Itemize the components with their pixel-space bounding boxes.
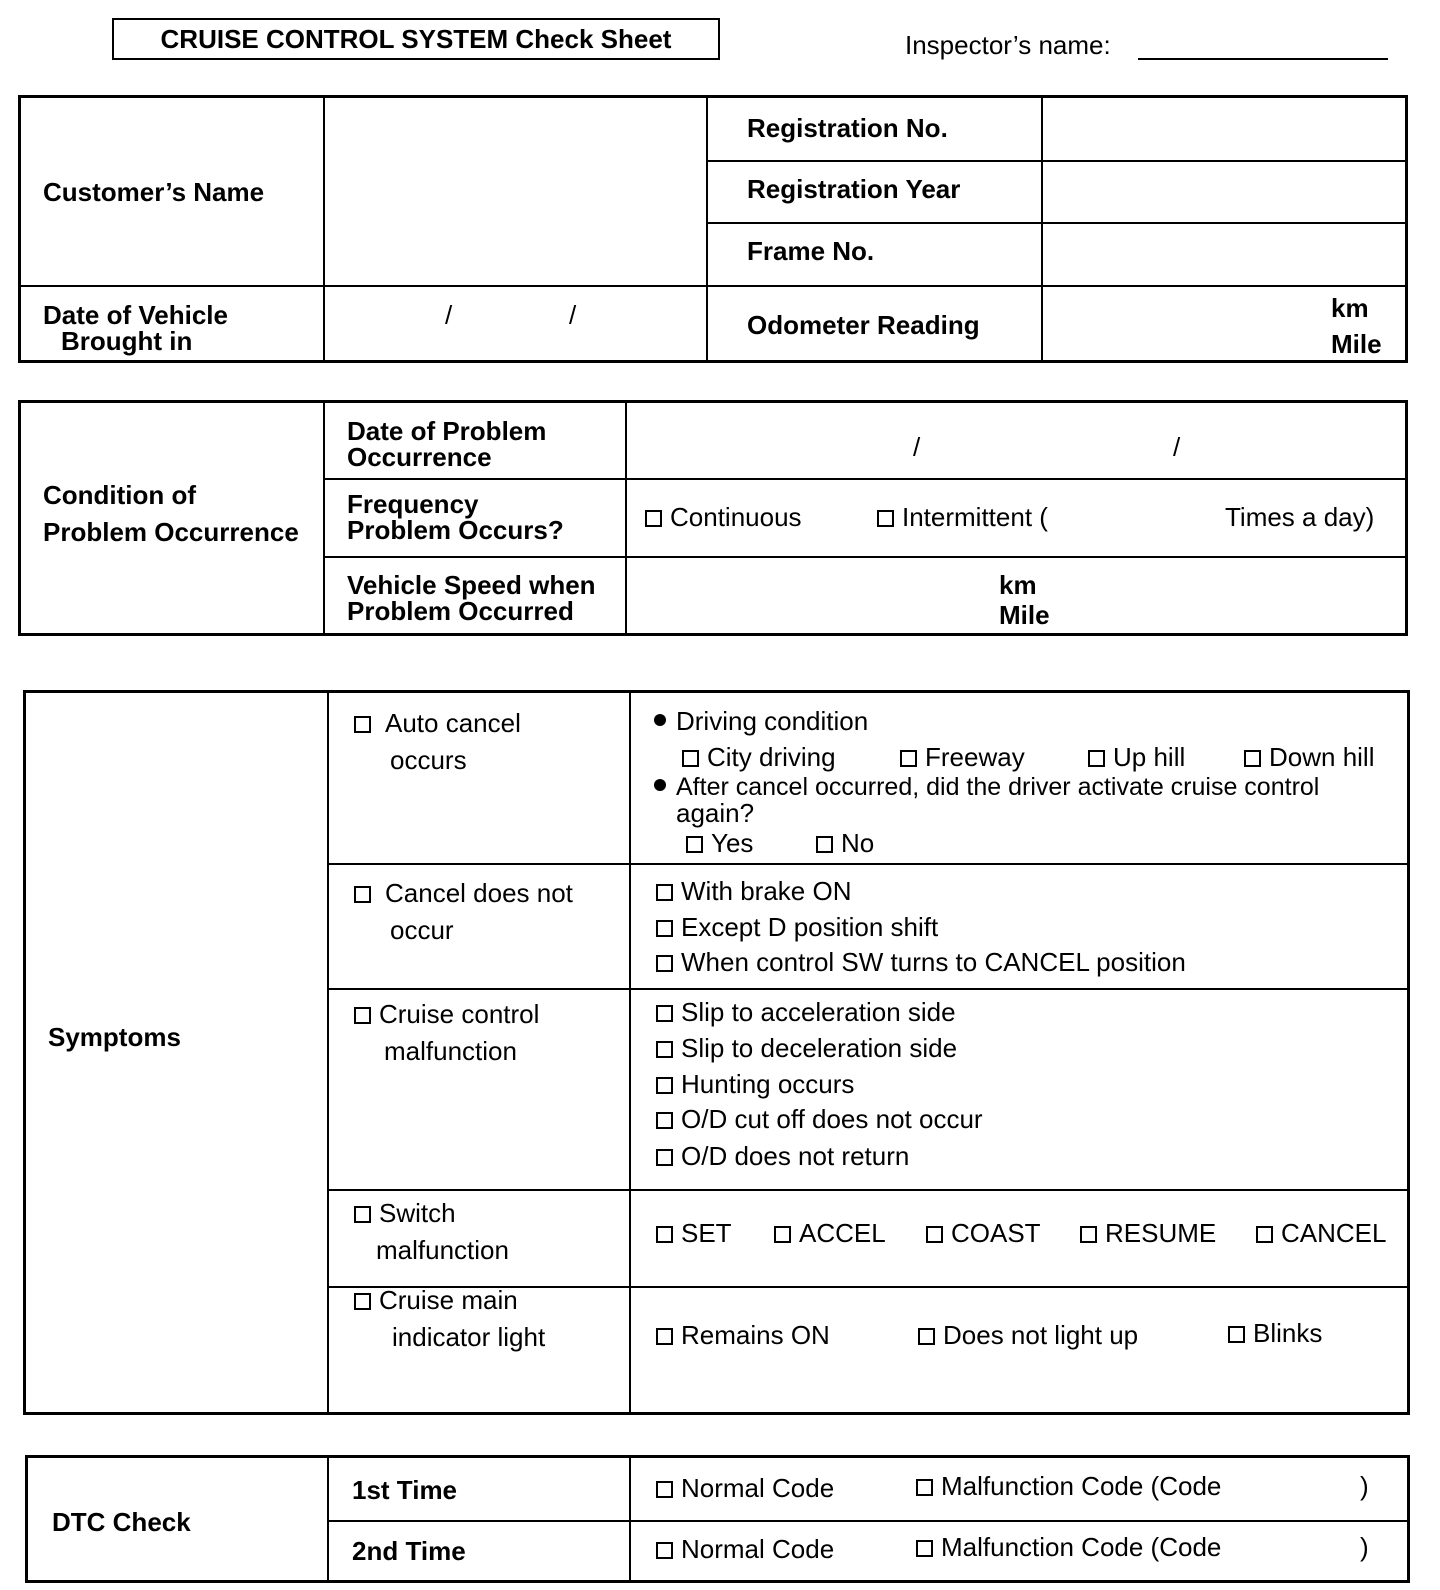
checkbox[interactable] (656, 1149, 673, 1166)
odometer-field[interactable] (1044, 288, 1314, 360)
not-light-up-option[interactable]: Does not light up (918, 1321, 1138, 1349)
first-normal-code-option[interactable]: Normal Code (656, 1474, 834, 1502)
checkbox[interactable] (656, 884, 673, 901)
date-brought-label-line2: Brought in (61, 326, 193, 356)
unit-km: km (1331, 293, 1369, 323)
frequency-label-line1: Frequency (347, 489, 479, 519)
checkbox[interactable] (1088, 750, 1105, 767)
date-problem-label-line2: Occurrence (347, 442, 492, 472)
checkbox[interactable] (354, 1206, 371, 1223)
date-brought-field[interactable] (326, 288, 704, 360)
checkbox[interactable] (656, 1226, 673, 1243)
checkbox[interactable] (774, 1226, 791, 1243)
second-normal-code-option[interactable]: Normal Code (656, 1535, 834, 1563)
dtc-section-label: DTC Check (52, 1507, 191, 1537)
date-problem-field[interactable] (628, 403, 1405, 476)
sw-resume-option[interactable]: RESUME (1080, 1219, 1216, 1247)
switch-malfunction-label-line2: malfunction (376, 1235, 509, 1265)
checkbox[interactable] (354, 1293, 371, 1310)
indicator-light-label-line2: indicator light (392, 1322, 546, 1352)
bullet-icon (654, 779, 666, 791)
cruise-malfunction-label-line2: malfunction (384, 1036, 517, 1066)
speed-label-line1: Vehicle Speed when (347, 570, 596, 600)
bullet-icon (654, 714, 666, 726)
first-code-close-paren: ) (1360, 1471, 1369, 1501)
checkbox[interactable] (656, 1041, 673, 1058)
checkbox[interactable] (916, 1540, 933, 1557)
cancel-not-occur-option[interactable]: Cancel does not (354, 879, 573, 907)
checkbox[interactable] (656, 1328, 673, 1345)
frequency-continuous[interactable]: Continuous (645, 503, 802, 531)
unit-mile: Mile (1331, 329, 1382, 359)
speed-label-line2: Problem Occurred (347, 596, 574, 626)
checkbox[interactable] (877, 510, 894, 527)
cancel-not-occur-label-line2: occur (390, 915, 454, 945)
vehicle-speed-field[interactable] (628, 559, 988, 631)
inspector-label: Inspector’s name: (905, 30, 1111, 60)
registration-no-label: Registration No. (747, 113, 948, 143)
checkbox[interactable] (656, 1112, 673, 1129)
checkbox[interactable] (916, 1479, 933, 1496)
checkbox[interactable] (354, 716, 371, 733)
checkbox[interactable] (656, 1481, 673, 1498)
with-brake-on-option[interactable]: With brake ON (656, 877, 852, 905)
first-malfunction-code-option[interactable]: Malfunction Code (Code (916, 1472, 1221, 1500)
checkbox[interactable] (656, 955, 673, 972)
sw-cancel-option[interactable]: CANCEL (1256, 1219, 1386, 1247)
slip-decel-option[interactable]: Slip to deceleration side (656, 1034, 957, 1062)
checkbox[interactable] (918, 1328, 935, 1345)
blinks-option[interactable]: Blinks (1228, 1319, 1322, 1347)
checkbox[interactable] (1080, 1226, 1097, 1243)
symptoms-section-label: Symptoms (48, 1022, 181, 1052)
frame-no-field[interactable] (1044, 224, 1404, 283)
second-malfunction-code-option[interactable]: Malfunction Code (Code (916, 1533, 1221, 1561)
symptoms-table (23, 690, 1410, 1415)
frequency-intermittent[interactable]: Intermittent ( (877, 503, 1048, 531)
hunting-option[interactable]: Hunting occurs (656, 1070, 854, 1098)
sw-coast-option[interactable]: COAST (926, 1219, 1041, 1247)
frequency-label-line2: Problem Occurs? (347, 515, 564, 545)
checkbox[interactable] (900, 750, 917, 767)
after-cancel-question-line2: again? (676, 798, 755, 828)
date-problem-label-line1: Date of Problem (347, 416, 547, 446)
except-d-option[interactable]: Except D position shift (656, 913, 938, 941)
date-brought-label-line1: Date of Vehicle (43, 300, 228, 330)
registration-year-field[interactable] (1044, 162, 1404, 220)
auto-cancel-label-line2: occurs (390, 745, 467, 775)
remains-on-option[interactable]: Remains ON (656, 1321, 830, 1349)
inspector-name-field[interactable] (1138, 58, 1388, 60)
sw-accel-option[interactable]: ACCEL (774, 1219, 886, 1247)
date-separator: / (1173, 432, 1181, 462)
checkbox[interactable] (1244, 750, 1261, 767)
city-driving-option[interactable]: City driving (682, 743, 836, 771)
od-not-return-option[interactable]: O/D does not return (656, 1142, 909, 1170)
checkbox[interactable] (816, 836, 833, 853)
registration-year-label: Registration Year (747, 174, 961, 204)
checkbox[interactable] (686, 836, 703, 853)
customer-name-label: Customer’s Name (43, 177, 265, 207)
condition-section-label-line2: Problem Occurrence (43, 517, 299, 547)
switch-malfunction-option[interactable]: Switch (354, 1199, 456, 1227)
control-sw-cancel-option[interactable]: When control SW turns to CANCEL position (656, 948, 1186, 976)
checkbox[interactable] (926, 1226, 943, 1243)
yes-option[interactable]: Yes (686, 829, 753, 857)
slip-accel-option[interactable]: Slip to acceleration side (656, 998, 956, 1026)
odometer-label: Odometer Reading (747, 310, 980, 340)
od-cut-off-option[interactable]: O/D cut off does not occur (656, 1105, 983, 1133)
checkbox[interactable] (656, 1077, 673, 1094)
indicator-light-option[interactable]: Cruise main (354, 1286, 518, 1314)
cruise-malfunction-option[interactable]: Cruise control (354, 1000, 539, 1028)
down-hill-option[interactable]: Down hill (1244, 743, 1375, 771)
registration-no-field[interactable] (1044, 98, 1404, 158)
no-option[interactable]: No (816, 829, 874, 857)
condition-section-label-line1: Condition of (43, 480, 197, 510)
checkbox[interactable] (1256, 1226, 1273, 1243)
unit-km: km (999, 570, 1037, 600)
checkbox[interactable] (1228, 1326, 1245, 1343)
sw-set-option[interactable]: SET (656, 1219, 732, 1247)
checkbox[interactable] (682, 750, 699, 767)
date-separator: / (569, 300, 577, 330)
after-cancel-question: After cancel occurred, did the driver activate cruise control (654, 773, 1319, 801)
checkbox[interactable] (354, 1007, 371, 1024)
vehicle-info-table (18, 95, 1408, 363)
first-time-label: 1st Time (352, 1475, 458, 1505)
condition-table (18, 400, 1408, 636)
second-time-label: 2nd Time (352, 1536, 466, 1566)
auto-cancel-option[interactable]: Auto cancel (354, 709, 521, 737)
frame-no-label: Frame No. (747, 236, 875, 266)
checkbox[interactable] (656, 1005, 673, 1022)
dtc-check-table (25, 1455, 1410, 1583)
page-title: CRUISE CONTROL SYSTEM Check Sheet (112, 18, 720, 60)
times-a-day-label: Times a day) (1225, 502, 1375, 532)
driving-condition-heading: Driving condition (654, 707, 868, 735)
customer-name-field[interactable] (326, 98, 704, 283)
checkbox[interactable] (656, 920, 673, 937)
up-hill-option[interactable]: Up hill (1088, 743, 1185, 771)
checkbox[interactable] (645, 510, 662, 527)
freeway-option[interactable]: Freeway (900, 743, 1025, 771)
second-code-close-paren: ) (1360, 1532, 1369, 1562)
checkbox[interactable] (354, 886, 371, 903)
unit-mile: Mile (999, 600, 1050, 630)
checkbox[interactable] (656, 1542, 673, 1559)
date-separator: / (913, 432, 921, 462)
date-separator: / (445, 300, 453, 330)
